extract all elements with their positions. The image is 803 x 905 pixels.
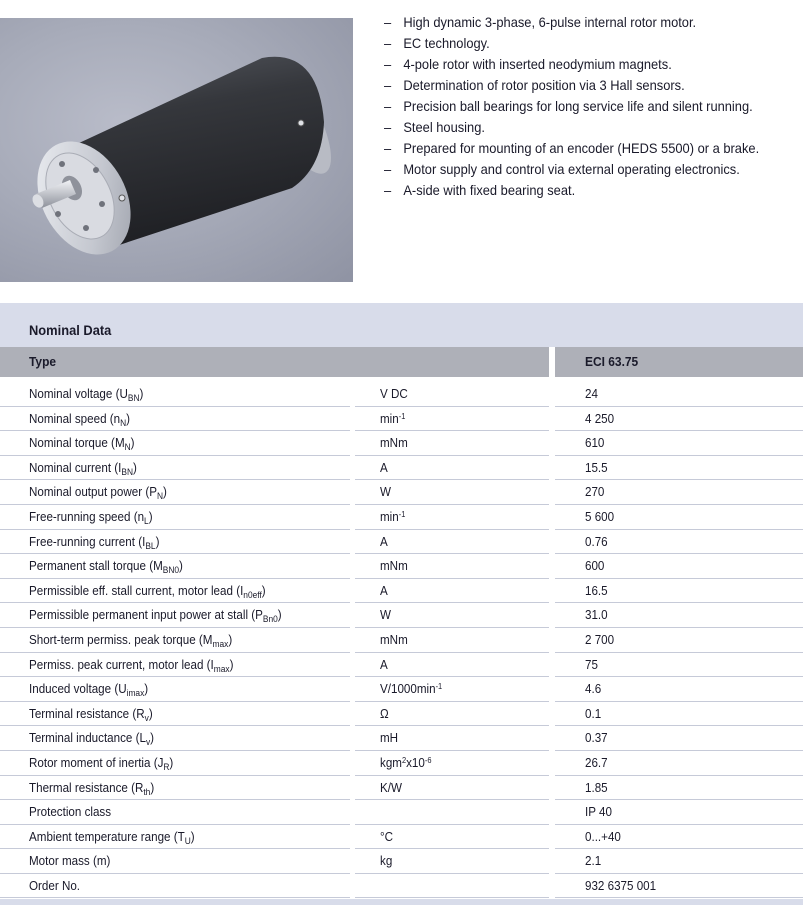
param-symbol: T — [177, 829, 185, 844]
column-divider — [549, 874, 555, 899]
column-divider — [350, 505, 355, 530]
param-value: 16.5 — [585, 583, 608, 598]
param-symbol: M — [202, 632, 213, 647]
param-unit — [380, 412, 405, 426]
unit-exponent: -1 — [398, 509, 406, 519]
param-unit — [380, 830, 393, 844]
param-subscript: n0eff — [243, 589, 262, 600]
column-divider — [350, 751, 355, 776]
column-divider — [350, 726, 355, 751]
feature-item: – Steel housing. — [384, 119, 485, 135]
table-row — [0, 751, 803, 776]
param-name: Terminal inductance $(L_v)$ — [29, 731, 155, 748]
param-unit — [380, 756, 431, 770]
unit-text: A — [380, 657, 388, 672]
param-label: Ambient temperature range — [29, 829, 171, 844]
param-label: Short-term permiss. peak torque — [29, 632, 196, 647]
column-divider — [549, 407, 555, 432]
param-subscript: max — [213, 663, 230, 674]
feature-item: – Prepared for mounting of an encoder (HEDS 5500) or a brake. — [384, 140, 760, 156]
param-label: Order No. — [29, 878, 81, 893]
unit-text: kg — [380, 854, 393, 869]
table-row — [0, 456, 803, 481]
param-unit — [380, 731, 398, 745]
feature-item: – Determination of rotor position via 3 Hall sensors. — [384, 77, 685, 93]
unit-exponent: -6 — [424, 755, 432, 765]
param-unit — [380, 854, 392, 868]
column-divider — [549, 530, 555, 555]
unit-text: A — [380, 583, 388, 598]
column-divider — [350, 628, 355, 653]
param-value: 4.6 — [585, 682, 602, 697]
param-subscript: N — [120, 417, 127, 428]
column-divider — [350, 431, 355, 456]
motor-photo — [0, 18, 353, 282]
param-unit — [380, 584, 388, 598]
param-subscript: imax — [126, 688, 145, 699]
column-divider — [549, 382, 555, 407]
param-value: IP 40 — [585, 805, 612, 820]
param-name: Permissible eff. stall current, motor lead $(I_{n0eff})$ — [29, 583, 266, 600]
param-label: Motor mass — [29, 854, 90, 869]
column-divider — [350, 800, 355, 825]
param-subscript: v — [144, 712, 149, 723]
table-row — [0, 874, 803, 899]
param-label: Rotor moment of inertia — [29, 755, 151, 770]
feature-item: – EC technology. — [384, 35, 490, 51]
table-row — [0, 776, 803, 801]
column-divider — [350, 456, 355, 481]
param-unit — [380, 682, 442, 696]
param-subscript: BN — [121, 466, 134, 477]
param-name: Nominal speed $(n_N)$ — [29, 411, 131, 428]
param-value: 15.5 — [585, 460, 608, 475]
unit-text: A — [380, 534, 388, 549]
table-row — [0, 849, 803, 874]
param-label: Thermal resistance — [29, 780, 128, 795]
param-symbol: P — [149, 485, 157, 500]
column-divider — [549, 677, 555, 702]
param-subscript: N — [156, 491, 164, 502]
param-symbol: L — [139, 731, 146, 746]
param-unit — [380, 485, 391, 499]
column-divider — [549, 776, 555, 801]
column-divider — [350, 603, 355, 628]
param-name: Rotor moment of inertia $(J_R)$ — [29, 755, 174, 772]
table-row — [0, 603, 803, 628]
param-subscript: max — [212, 638, 229, 649]
param-value: 2 700 — [585, 632, 615, 647]
param-label: Permissible permanent input power at stall — [29, 608, 249, 623]
table-row — [0, 382, 803, 407]
param-name: Permanent stall torque $(M_{BN0})$ — [29, 559, 183, 576]
model-header-cell — [555, 347, 803, 377]
param-symbol: m — [96, 854, 107, 869]
unit-text: mNm — [380, 559, 408, 574]
unit-text: mNm — [380, 632, 408, 647]
param-symbol: n — [113, 411, 121, 426]
param-symbol: I — [240, 583, 244, 598]
param-label: Free-running current — [29, 534, 135, 549]
param-name: Terminal resistance $(R_v)$ — [29, 706, 153, 723]
table-row — [0, 653, 803, 678]
column-divider — [549, 825, 555, 850]
param-label: Protection class — [29, 805, 112, 820]
column-divider — [549, 726, 555, 751]
column-divider — [549, 554, 555, 579]
feature-item: – A-side with fixed bearing seat. — [384, 182, 576, 198]
param-symbol: I — [210, 657, 214, 672]
table-row — [0, 726, 803, 751]
column-divider — [350, 407, 355, 432]
nominal-data-table — [0, 382, 803, 898]
param-value: 610 — [585, 436, 605, 451]
column-divider — [350, 554, 355, 579]
param-symbol: U — [119, 387, 128, 401]
unit-text: min — [380, 509, 399, 524]
table-row — [0, 554, 803, 579]
feature-list — [384, 12, 769, 201]
table-header — [0, 347, 803, 377]
param-value: 0.76 — [585, 534, 608, 549]
param-symbol: U — [118, 682, 127, 697]
param-subscript: BN0 — [162, 565, 180, 576]
param-symbol: R — [136, 706, 145, 721]
param-unit — [380, 436, 408, 450]
param-subscript: BL — [145, 540, 156, 551]
column-divider — [350, 382, 355, 407]
param-name: Free-running current $(I_{BL})$ — [29, 534, 160, 551]
param-subscript: v — [145, 737, 151, 748]
column-divider — [549, 579, 555, 604]
param-unit — [380, 461, 388, 475]
param-value: 26.7 — [585, 755, 608, 770]
param-name: Free-running speed $(n_L)$ — [29, 509, 153, 526]
column-divider — [549, 702, 555, 727]
motor-illustration — [0, 18, 353, 282]
feature-item: – Motor supply and control via external operating electronics. — [384, 161, 740, 177]
column-divider — [350, 702, 355, 727]
param-value: 0...+40 — [585, 829, 621, 844]
column-divider — [549, 456, 555, 481]
param-name: Nominal voltage $(U_{BN})$ — [29, 387, 144, 403]
param-unit — [380, 510, 405, 524]
unit-text: kgm — [380, 755, 402, 770]
param-symbol: P — [255, 608, 263, 623]
param-label: Nominal current — [29, 460, 112, 475]
unit-text: x10 — [406, 755, 425, 770]
column-divider — [549, 653, 555, 678]
param-label: Terminal resistance — [29, 706, 130, 721]
table-row — [0, 579, 803, 604]
section-title: Nominal Data — [29, 322, 112, 338]
column-divider — [350, 653, 355, 678]
param-unit — [380, 387, 408, 401]
unit-text: A — [380, 460, 388, 475]
column-divider — [350, 849, 355, 874]
table-row — [0, 505, 803, 530]
param-symbol: I — [142, 534, 146, 549]
unit-exponent: -1 — [398, 411, 406, 421]
param-name: Nominal current $(I_{BN})$ — [29, 460, 137, 477]
unit-text: V DC — [380, 387, 408, 401]
param-label: Nominal voltage — [29, 387, 113, 401]
param-unit — [380, 781, 402, 795]
table-row — [0, 800, 803, 825]
param-symbol: n — [137, 509, 145, 524]
param-label: Induced voltage — [29, 682, 112, 697]
param-name: Ambient temperature range $(T_U)$ — [29, 829, 195, 846]
feature-item: – Precision ball bearings for long service life and silent running. — [384, 98, 753, 114]
table-row — [0, 702, 803, 727]
param-subscript: R — [163, 761, 170, 772]
table-row — [0, 480, 803, 505]
param-name — [29, 805, 111, 819]
param-subscript: BN — [127, 393, 140, 403]
table-row — [0, 628, 803, 653]
param-name: Nominal output power $(P_N)$ — [29, 485, 167, 502]
param-subscript: L — [144, 515, 149, 526]
unit-exponent: 2 — [401, 755, 407, 765]
param-value: 31.0 — [585, 608, 608, 623]
param-value: 600 — [585, 559, 605, 574]
param-name: Permissible permanent input power at stall $(P_{Bn0})$ — [29, 608, 282, 625]
param-unit — [380, 707, 389, 721]
param-unit — [380, 535, 388, 549]
param-subscript: Bn0 — [262, 614, 278, 625]
param-label: Permanent stall torque — [29, 559, 146, 574]
column-divider — [549, 849, 555, 874]
param-value: 4 250 — [585, 411, 615, 426]
param-label: Terminal inductance — [29, 731, 133, 746]
param-value: 932 6375 001 — [585, 878, 657, 893]
param-name: Short-term permiss. peak torque $(M_{max})$ — [29, 632, 233, 649]
feature-item: – High dynamic 3-phase, 6-pulse internal rotor motor. — [384, 14, 697, 30]
param-unit — [380, 633, 408, 647]
param-value: 1.85 — [585, 780, 608, 795]
type-header-cell — [0, 347, 549, 377]
param-name: Thermal resistance $(R_{th})$ — [29, 780, 155, 797]
nominal-data-band — [0, 303, 803, 347]
table-row — [0, 431, 803, 456]
param-value: 2.1 — [585, 854, 602, 869]
param-name — [29, 879, 80, 893]
column-divider — [350, 530, 355, 555]
column-divider — [549, 480, 555, 505]
param-subscript: th — [143, 786, 151, 797]
column-divider — [350, 677, 355, 702]
table-row — [0, 407, 803, 432]
param-label: Nominal speed — [29, 411, 107, 426]
param-symbol: I — [118, 460, 122, 475]
unit-text: min — [380, 411, 399, 426]
param-unit — [380, 559, 408, 573]
param-value: 24 — [585, 387, 598, 401]
param-label: Free-running speed — [29, 509, 131, 524]
column-divider — [350, 874, 355, 899]
param-value: 0.37 — [585, 731, 608, 746]
param-name: Nominal torque $(M_N)$ — [29, 436, 135, 453]
unit-text: W — [380, 608, 391, 623]
table-row — [0, 530, 803, 555]
param-label: Permissible eff. stall current, motor lead — [29, 583, 233, 598]
param-symbol: R — [134, 780, 144, 795]
unit-text: mNm — [380, 436, 408, 451]
unit-text: W — [380, 485, 391, 500]
param-name: Induced voltage $(U_{imax})$ — [29, 682, 149, 699]
column-divider — [549, 431, 555, 456]
column-divider — [549, 505, 555, 530]
param-value: 75 — [585, 657, 598, 672]
unit-text: Ω — [380, 706, 389, 721]
unit-exponent: -1 — [435, 682, 443, 692]
table-row — [0, 677, 803, 702]
param-value: 0.1 — [585, 706, 602, 721]
param-symbol: M — [153, 559, 163, 574]
column-divider — [549, 751, 555, 776]
param-subscript: U — [184, 835, 191, 846]
column-divider — [549, 603, 555, 628]
column-divider — [350, 480, 355, 505]
param-symbol: M — [114, 436, 125, 451]
param-name: Permiss. peak current, motor lead $(I_{max})$ — [29, 657, 234, 674]
param-value: 270 — [585, 485, 605, 500]
column-divider — [350, 825, 355, 850]
param-subscript: N — [124, 442, 131, 453]
table-row — [0, 825, 803, 850]
param-value: 5 600 — [585, 509, 615, 524]
type-label: Type — [29, 354, 57, 369]
param-label: Nominal output power — [29, 485, 143, 500]
feature-item: – 4-pole rotor with inserted neodymium magnets. — [384, 56, 672, 72]
param-unit — [380, 608, 391, 622]
unit-text: mH — [380, 731, 399, 746]
param-label: Permiss. peak current, motor lead — [29, 657, 204, 672]
unit-text: K/W — [380, 780, 402, 795]
column-divider — [350, 579, 355, 604]
model-label: ECI 63.75 — [585, 354, 639, 369]
column-divider — [549, 800, 555, 825]
column-divider — [350, 776, 355, 801]
param-unit — [380, 658, 388, 672]
column-divider — [549, 628, 555, 653]
param-symbol: J — [157, 755, 164, 770]
bottom-band — [0, 899, 803, 905]
param-name: Motor mass (m) — [29, 854, 111, 869]
param-label: Nominal torque — [29, 436, 108, 451]
unit-text: °C — [380, 829, 394, 844]
unit-text: V/1000min — [380, 682, 436, 697]
